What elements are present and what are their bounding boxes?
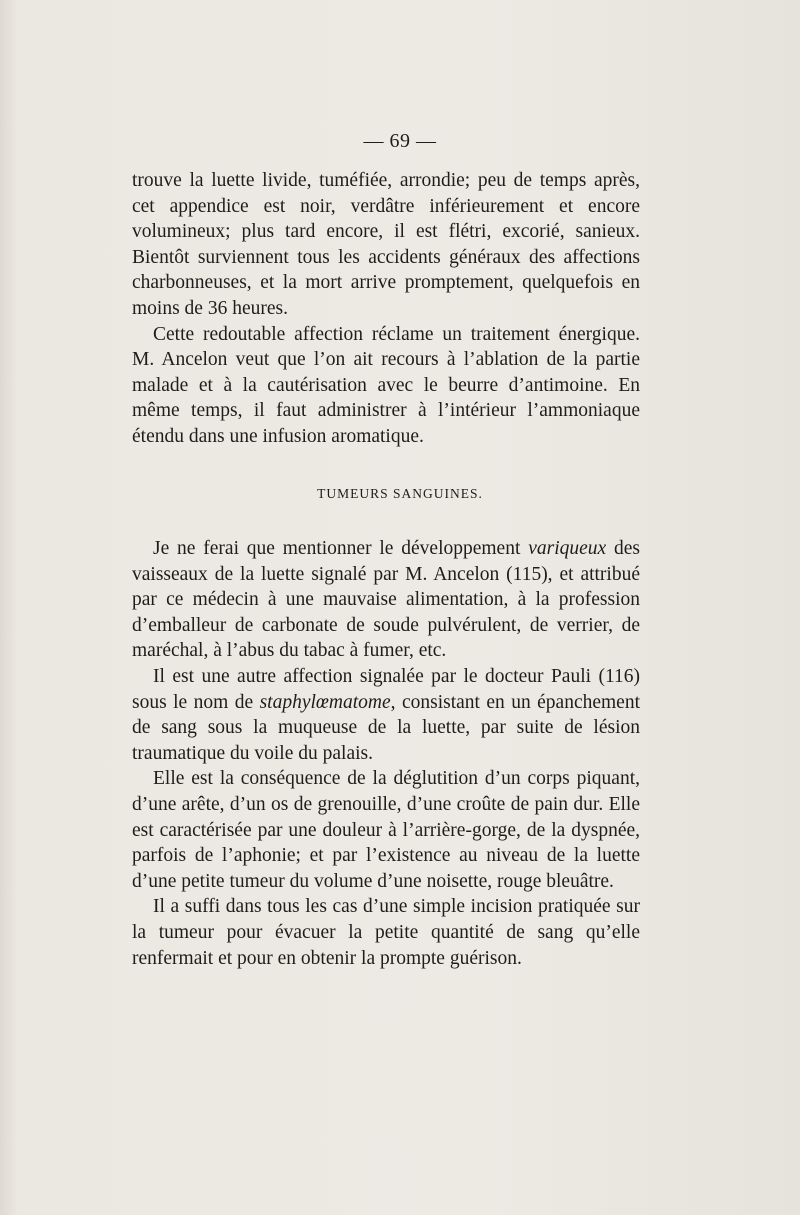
- paragraph: [132, 664, 640, 766]
- paragraph-text: Il a suffi dans tous les cas d’une simple incision pratiquée sur la tumeur pour évacuer la petite quantité de sang qu’elle renfermait et pour en obtenir la prompte guérison.: [132, 896, 640, 969]
- paragraph: [132, 894, 640, 971]
- paragraph: [132, 766, 640, 894]
- paragraph-text: Cette redoutable affection réclame un traitement énergique. M. Ancelon veut que l’on ait recours à l’ablation de la partie malade et à la cautérisation avec le beurre d’antimoine. En même temps, il faut administrer à l’intérieur l’ammoniaque étendu dans une infusion aromatique.: [132, 323, 640, 447]
- paragraph: [132, 536, 640, 664]
- paragraph-text: Elle est la conséquence de la déglutition d’un corps piquant, d’une arête, d’un os de grenouille, d’une croûte de pain dur. Elle est caractérisée par une douleur à l’arrière-gorge, de la dyspnée, parfois de l’aphonie; et par l’existence au niveau de la luette d’une petite tumeur du volume d’une noisette, rouge bleuâtre.: [132, 768, 640, 892]
- paragraph-text: Je ne ferai que mentionner le développement: [153, 538, 529, 559]
- paragraph-text: trouve la luette livide, tuméfiée, arrondie; peu de temps après, cet appendice est noir, verdâtre inférieurement et encore volumineux; plus tard encore, il est flétri, excorié, sanieux. Bientôt surviennent tous les accidents généraux des affections charbonneuses, et la mort arrive promptement, quelquefois en moins de 36 heures.: [132, 170, 640, 319]
- paragraph-text: Il est une autre affection signalée par le docteur Pauli (116) sous le nom de: [132, 665, 640, 713]
- paragraph: [132, 322, 640, 450]
- italic-term: staphylœmatome: [259, 691, 391, 713]
- paragraph-text: , consistant en un épanchement de sang sous la muqueuse de la luette, par suite de lésion traumatique du voile du palais.: [132, 691, 640, 764]
- text-block-top: [132, 168, 640, 450]
- italic-term: variqueux: [528, 538, 607, 559]
- paragraph-text: des vaisseaux de la luette signalé par M. Ancelon (115), et attribué par ce médecin à une mauvaise alimentation, à la profession d’emballeur de carbonate de soude pulvérulent, de verrier, de maréchal, à l’abus du tabac à fumer, etc.: [132, 538, 640, 662]
- paragraph: [132, 168, 640, 322]
- page-number: — 69 —: [363, 130, 437, 152]
- section-title: TUMEURS SANGUINES.: [317, 486, 483, 501]
- text-block-bottom: [132, 536, 640, 971]
